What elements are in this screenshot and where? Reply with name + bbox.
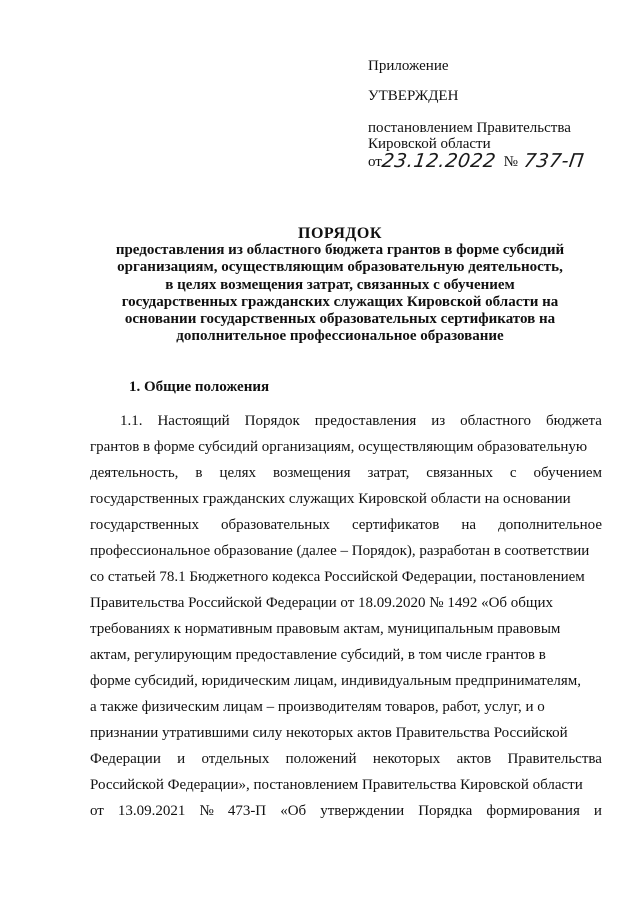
paragraph-word: дополнительное <box>498 517 602 533</box>
paragraph-line <box>90 590 602 616</box>
paragraph-word: областного <box>460 413 532 429</box>
paragraph-line <box>90 772 602 798</box>
paragraph-1-1 <box>90 408 602 824</box>
paragraph-word: со статьей 78.1 Бюджетного кодекса Российской Федерации, постановлением <box>90 569 585 585</box>
paragraph-word: признании утратившими силу некоторых актов Правительства Российской <box>90 725 568 741</box>
approval-block <box>368 58 618 170</box>
paragraph-line <box>90 694 602 720</box>
paragraph-word: обучением <box>533 465 602 481</box>
section-heading: 1. Общие положения <box>129 379 270 395</box>
document-heading <box>80 225 600 345</box>
paragraph-line <box>90 564 602 590</box>
paragraph-word: в <box>195 465 203 481</box>
paragraph-word: отдельных <box>201 751 270 767</box>
decree-date-number <box>368 152 618 170</box>
paragraph-word: бюджета <box>546 413 602 429</box>
number-sign: № <box>503 154 518 170</box>
paragraph-word: Порядок <box>244 413 300 429</box>
paragraph-word: и <box>593 803 602 819</box>
paragraph-word: формирования <box>486 803 580 819</box>
paragraph-line <box>90 408 602 434</box>
paragraph-line <box>90 668 602 694</box>
paragraph-word: образовательных <box>220 517 330 533</box>
paragraph-word: с <box>509 465 517 481</box>
paragraph-line <box>90 798 602 824</box>
paragraph-word: государственных <box>90 517 199 533</box>
paragraph-word: Российской Федерации», постановлением Правительства Кировской области <box>90 777 583 793</box>
paragraph-word: 473-П <box>227 803 267 819</box>
paragraph-line <box>90 460 602 486</box>
approved-label: УТВЕРЖДЕН <box>368 88 459 104</box>
handwritten-date: 23.12.2022 <box>380 150 498 172</box>
paragraph-word: некоторых <box>372 751 441 767</box>
paragraph-word: 13.09.2021 <box>117 803 186 819</box>
paragraph-word: Федерации <box>90 751 161 767</box>
paragraph-line <box>90 538 602 564</box>
paragraph-line <box>90 512 602 538</box>
paragraph-line <box>90 746 602 772</box>
appendix-label: Приложение <box>368 58 449 74</box>
paragraph-line <box>90 616 602 642</box>
paragraph-word: профессиональное образование (далее – Порядок), разработан в соответствии <box>90 543 590 559</box>
heading-line: дополнительное профессиональное образование <box>176 328 504 345</box>
paragraph-word: и <box>177 751 186 767</box>
paragraph-word: 1.1. <box>120 413 143 429</box>
paragraph-line <box>90 642 602 668</box>
paragraph-word: от <box>90 803 104 819</box>
heading-line: основании государственных образовательных сертификатов на <box>124 311 556 328</box>
paragraph-word: актов <box>456 751 492 767</box>
paragraph-word: Правительства <box>507 751 602 767</box>
paragraph-line <box>90 486 602 512</box>
paragraph-word: требованиях к нормативным правовым актам, муниципальным правовым <box>90 621 561 637</box>
handwritten-number: 737-П <box>522 150 586 172</box>
heading-line: предоставления из областного бюджета грантов в форме субсидий <box>115 242 565 259</box>
heading-line: в целях возмещения затрат, связанных с обучением <box>165 276 515 293</box>
heading-line: государственных гражданских служащих Кировской области на <box>121 293 559 310</box>
paragraph-word: грантов в форме субсидий организациям, осуществляющим образовательную <box>90 439 588 455</box>
paragraph-line <box>90 720 602 746</box>
paragraph-word: сертификатов <box>351 517 440 533</box>
paragraph-word: утверждении <box>320 803 405 819</box>
date-prefix: от <box>368 154 382 170</box>
paragraph-word: актам, регулирующим предоставление субсидий, в том числе грантов в <box>90 647 546 663</box>
paragraph-word: из <box>431 413 446 429</box>
paragraph-word: Правительства Российской Федерации от 18.09.2020 № 1492 «Об общих <box>90 595 554 611</box>
paragraph-word: предоставления <box>314 413 417 429</box>
paragraph-word: положений <box>285 751 357 767</box>
paragraph-word: а также физическим лицам – производителям товаров, работ, услуг, и о <box>90 699 545 715</box>
paragraph-word: целях <box>219 465 257 481</box>
approved-by-line1: постановлением Правительства <box>368 120 571 136</box>
paragraph-word: Настоящий <box>157 413 230 429</box>
approved-by-line2: Кировской области <box>368 136 491 152</box>
paragraph-word: деятельность, <box>90 465 179 481</box>
document-title: ПОРЯДОК <box>298 225 382 242</box>
paragraph-word: Порядка <box>418 803 473 819</box>
paragraph-word: форме субсидий, юридическим лицам, индивидуальным предпринимателям, <box>90 673 581 689</box>
paragraph-word: государственных гражданских служащих Кировской области на основании <box>90 491 571 507</box>
paragraph-word: на <box>461 517 477 533</box>
paragraph-word: «Об <box>280 803 307 819</box>
paragraph-line <box>90 434 602 460</box>
paragraph-word: № <box>199 803 214 819</box>
heading-line: организациям, осуществляющим образовательную деятельность, <box>117 259 563 276</box>
paragraph-word: возмещения <box>272 465 351 481</box>
paragraph-word: связанных <box>426 465 493 481</box>
paragraph-word: затрат, <box>367 465 410 481</box>
